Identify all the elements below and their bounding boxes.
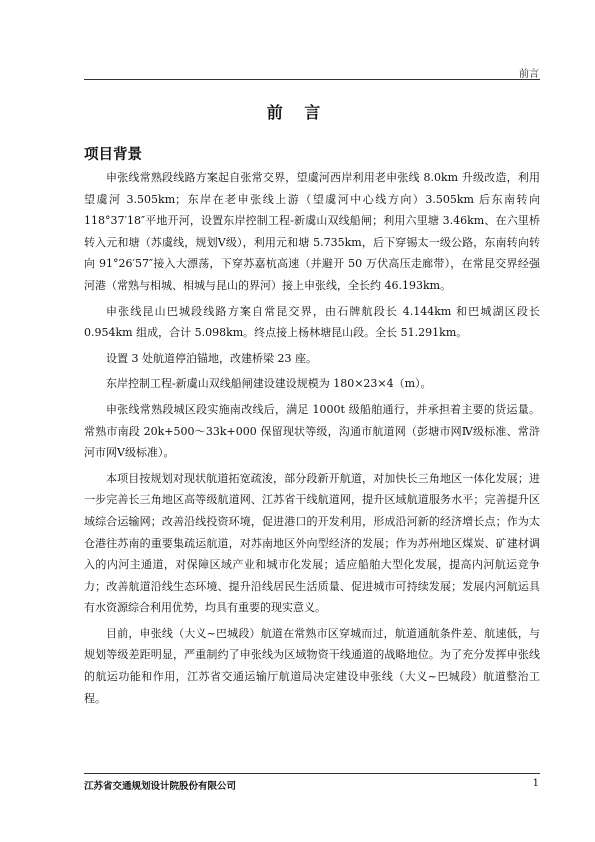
header-divider xyxy=(84,79,540,80)
paragraph: 申张线昆山巴城段线路方案自常昆交界，由石牌航段长 4.144km 和巴城湖区段长 0.954km 组成，合计 5.098km。终点接上杨林塘昆山段。全长 51.291km。 xyxy=(84,304,540,340)
paragraph: 设置 3 处航道停泊锚地，改建桥梁 23 座。 xyxy=(106,351,317,365)
paragraph: 目前，申张线（大义~巴城段）航道在常熟市区穿城而过，航道通航条件差、航速低，与规划等级差距明显，严重制约了申张线为区域物资干线通道的战略地位。为了充分发挥申张线的航运功能和作用，江苏省交通运输厅航道局决定建设申张线（大义~巴城段）航道整治工程。 xyxy=(84,626,540,705)
body-text xyxy=(84,167,540,713)
page-title: 前 言 xyxy=(266,103,329,122)
section-heading: 项目背景 xyxy=(84,147,142,163)
page-number: 1 xyxy=(532,778,539,789)
paragraph: 申张线常熟段城区段实施南改线后，满足 1000t 级船舶通行，并承担着主要的货运量。常熟市南段 20k+500～33k+000 保留现状等级，沟通市航道网（彭塘市网Ⅳ级标准、常浒河市网Ⅴ级标准）。 xyxy=(84,402,540,460)
footer-divider xyxy=(84,773,540,774)
paragraph: 申张线常熟段线路方案起自张常交界，望虞河西岸利用老申张线 8.0km 升级改造，利用望虞河 3.505km；东岸在老申张线上游（望虞河中心线方向）3.505km 后东南转向 118°37′18″平地开河，设置东岸控制工程-新虞山双线船闸；利用六里塘 3.46km、在六里桥转入元和塘（苏虞线，规划Ⅴ级），利用元和塘 5.735km，后下穿锡太一级公路，东南转向转向 91°26′57″接入大漂荡，下穿苏嘉杭高速（并避开 50 万伏高压走廊带），在常昆交界经强河港（常熟与相城、相城与昆山的界河）接上申张线，全长约 46.193km。 xyxy=(84,171,540,292)
footer-company: 江苏省交通规划设计院股份有限公司 xyxy=(84,781,237,792)
running-header: 前言 xyxy=(519,69,539,80)
paragraph: 本项目按规划对现状航道拓宽疏浚，部分段新开航道，对加快长三角地区一体化发展；进一步完善长三角地区高等级航道网、江苏省干线航道网，提升区域航道服务水平；完善提升区域综合运输网；改善沿线投资环境，促进港口的开发利用，形成沿河新的经济增长点；作为太仓港往苏南的重要集疏运航道，对苏南地区外向型经济的发展；作为苏州地区煤炭、矿建材调入的内河主通道，对保障区域产业和城市化发展；适应船舶大型化发展，提高内河航运竞争力；改善航道沿线生态环境、提升沿线居民生活质量、促进城市可持续发展；发展内河航运具有水资源综合利用优势，均具有重要的现实意义。 xyxy=(84,471,540,615)
paragraph: 东岸控制工程-新虞山双线船闸建设建设规模为 180×23×4（m）。 xyxy=(106,377,432,391)
